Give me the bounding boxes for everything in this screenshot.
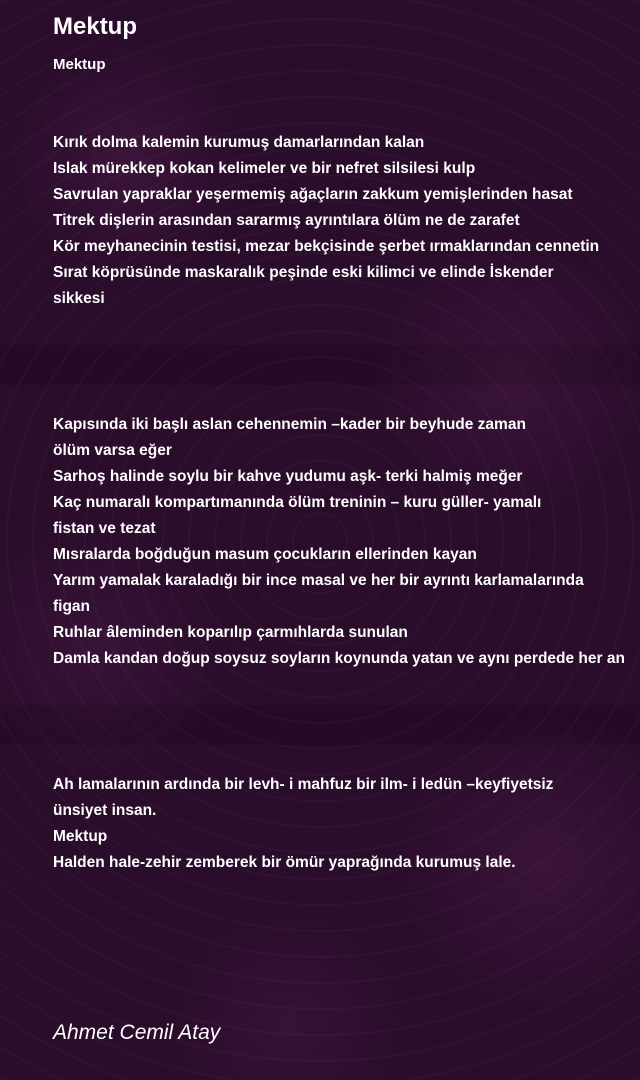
poem-line: ölüm varsa eğer <box>53 442 172 459</box>
poem-subtitle: Mektup <box>53 56 106 73</box>
stanza <box>53 130 640 312</box>
poem-line: Islak mürekkep kokan kelimeler ve bir nefret silsilesi kulp <box>53 160 476 177</box>
poem-line: Kapısında iki başlı aslan cehennemin –kader bir beyhude zaman <box>53 416 526 433</box>
stanza <box>53 412 640 672</box>
poem-line: Kör meyhanecinin testisi, mezar bekçisinde şerbet ırmaklarından cennetin <box>53 238 600 255</box>
poem-line: Yarım yamalak karaladığı bir ince masal ve her bir ayrıntı karlamalarında <box>53 572 584 589</box>
poem-line: Mektup <box>53 828 108 845</box>
poem-line: Halden hale-zehir zemberek bir ömür yaprağında kurumuş lale. <box>53 854 516 871</box>
poem-line: sikkesi <box>53 290 105 307</box>
poem-title: Mektup <box>53 13 137 40</box>
decorative-band <box>0 345 640 385</box>
poem-line: Sarhoş halinde soylu bir kahve yudumu aşk- terki halmiş meğer <box>53 468 523 485</box>
poem-line: ünsiyet insan. <box>53 802 157 819</box>
poem-line: Titrek dişlerin arasından sararmış ayrıntılara ölüm ne de zarafet <box>53 212 520 229</box>
poem-line: Damla kandan doğup soysuz soyların koynunda yatan ve aynı perdede her an <box>53 650 625 667</box>
poem-author: Ahmet Cemil Atay <box>53 1021 221 1044</box>
poem-line: fistan ve tezat <box>53 520 156 537</box>
poem-line: Ah lamalarının ardında bir levh- i mahfuz bir ilm- i ledün –keyfiyetsiz <box>53 776 554 793</box>
poem-line: Kaç numaralı kompartımanında ölüm treninin – kuru güller- yamalı <box>53 494 542 511</box>
poem-line: Ruhlar âleminden koparılıp çarmıhlarda sunulan <box>53 624 408 641</box>
poem-line: Mısralarda boğduğun masum çocukların ellerinden kayan <box>53 546 477 563</box>
stanza <box>53 772 640 876</box>
decorative-band <box>0 705 640 745</box>
poem-line: Savrulan yapraklar yeşermemiş ağaçların zakkum yemişlerinden hasat <box>53 186 573 203</box>
poem-line: Kırık dolma kalemin kurumuş damarlarından kalan <box>53 134 425 151</box>
poem-line: Sırat köprüsünde maskaralık peşinde eski kilimci ve elinde İskender <box>53 264 554 281</box>
poem-line: figan <box>53 598 91 615</box>
